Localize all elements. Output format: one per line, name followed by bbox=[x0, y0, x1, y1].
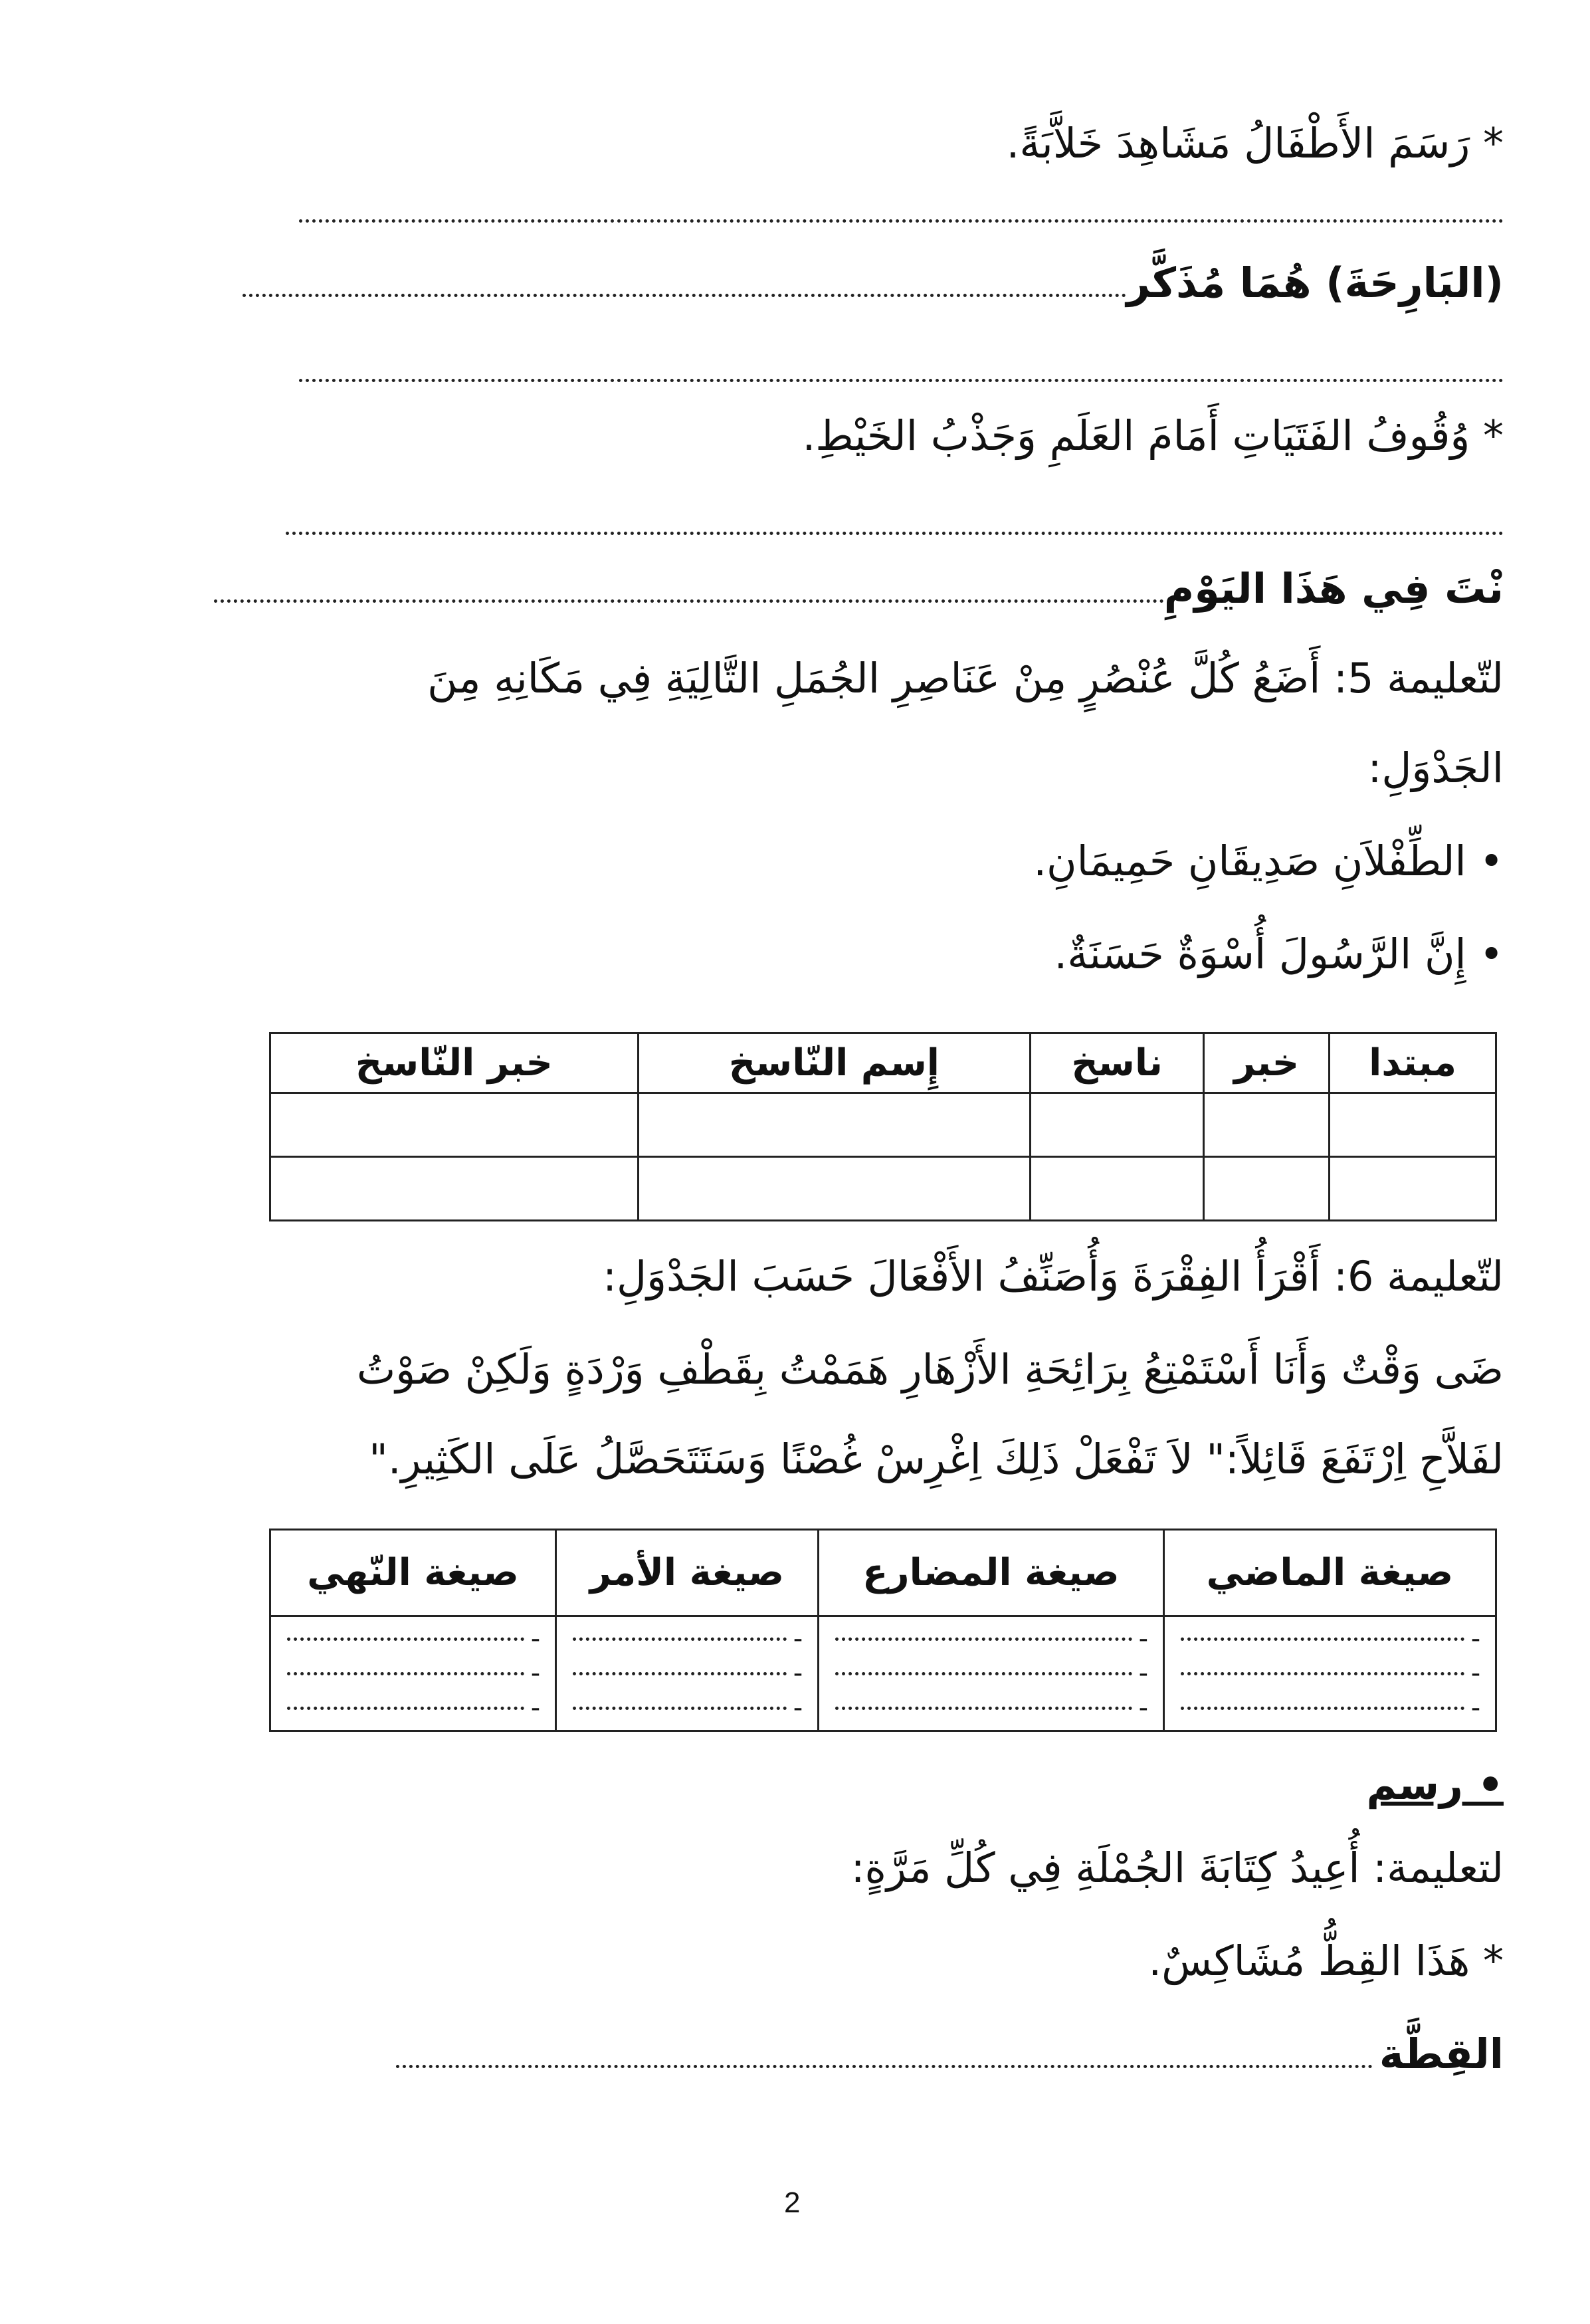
header-present: صيغة المضارع bbox=[818, 1530, 1163, 1616]
table-header-row bbox=[270, 1530, 1496, 1616]
header-imperative: صيغة الأمر bbox=[555, 1530, 818, 1616]
sentence-yesterday-text: (البَارِحَةَ) هُمَا مُذَكَّر bbox=[1126, 259, 1504, 307]
instruction-6: لتّعليمة 6: أَقْرَأُ الفِقْرَةَ وَأُصَنِّفُ الأَفْعَالَ حَسَبَ الجَدْوَلِ: bbox=[603, 1252, 1504, 1301]
answer-cell-past[interactable]: - - - bbox=[1163, 1616, 1496, 1731]
page-number: 2 bbox=[784, 2186, 801, 2219]
sentence-girls-standing: * وُقُوفُ الفَتَيَاتِ أَمَامَ العَلَمِ وَجَذْبُ الخَيْطِ. bbox=[802, 411, 1504, 460]
table-cell[interactable] bbox=[270, 1157, 639, 1221]
header-prohibition: صيغة النّهي bbox=[270, 1530, 556, 1616]
header-abrogator: ناسخ bbox=[1031, 1033, 1204, 1093]
header-past: صيغة الماضي bbox=[1163, 1530, 1496, 1616]
answer-cell-imperative[interactable]: - - - bbox=[555, 1616, 818, 1731]
table-cell[interactable] bbox=[1031, 1093, 1204, 1157]
table-cell[interactable] bbox=[638, 1093, 1030, 1157]
sentence-female-cat bbox=[396, 2030, 1504, 2077]
instruction-rewrite: لتعليمة: أُعِيدُ كِتَابَةَ الجُمْلَةِ فِي كُلِّ مَرَّةٍ: bbox=[850, 1844, 1504, 1892]
table-row bbox=[270, 1157, 1496, 1221]
table-cell[interactable] bbox=[1330, 1157, 1496, 1221]
answer-line[interactable] bbox=[299, 379, 1504, 382]
table-row bbox=[270, 1616, 1496, 1731]
table-cell[interactable] bbox=[638, 1157, 1030, 1221]
answer-line[interactable] bbox=[286, 532, 1504, 535]
grammar-elements-table bbox=[269, 1032, 1497, 1221]
header-predicate: خبر bbox=[1204, 1033, 1330, 1093]
answer-line[interactable] bbox=[299, 219, 1504, 223]
answer-line[interactable] bbox=[214, 599, 1164, 603]
instruction-5-line1: لتّعليمة 5: أَضَعُ كُلَّ عُنْصُرٍ مِنْ عَنَاصِرِ الجُمَلِ التَّالِيَةِ فِي مَكَانِهِ مِنَ bbox=[427, 654, 1504, 702]
sentence-two-children: • الطِّفْلاَنِ صَدِيقَانِ حَمِيمَانِ. bbox=[1033, 837, 1504, 885]
sentence-prophet: • إِنَّ الرَّسُولَ أُسْوَةٌ حَسَنَةٌ. bbox=[1054, 930, 1504, 978]
sentence-cat: * هَذَا القِطُّ مُشَاكِسٌ. bbox=[1148, 1937, 1504, 1985]
section-drawing: • رسم bbox=[1366, 1760, 1504, 1809]
sentence-yesterday bbox=[243, 259, 1504, 306]
header-subject: مبتدا bbox=[1330, 1033, 1496, 1093]
table-cell[interactable] bbox=[1204, 1093, 1330, 1157]
answer-cell-prohibition[interactable]: - - - bbox=[270, 1616, 556, 1731]
answer-cell-present[interactable]: - - - bbox=[818, 1616, 1163, 1731]
answer-line[interactable] bbox=[396, 2065, 1373, 2068]
sentence-children-drew: * رَسَمَ الأَطْفَالُ مَشَاهِدَ خَلاَّبَةً. bbox=[1006, 119, 1504, 167]
answer-line[interactable] bbox=[243, 294, 1126, 297]
table-cell[interactable] bbox=[1330, 1093, 1496, 1157]
table-row bbox=[270, 1093, 1496, 1157]
sentence-today-text: نْتَ فِي هَذَا اليَوْمِ bbox=[1163, 564, 1504, 613]
table-cell[interactable] bbox=[1204, 1157, 1330, 1221]
header-abrogator-noun: إِسم النّاسخ bbox=[638, 1033, 1030, 1093]
table-header-row bbox=[270, 1033, 1496, 1093]
sentence-female-cat-label: القِطَّة bbox=[1379, 2030, 1504, 2078]
paragraph-line-2: لفَلاَّحِ اِرْتَفَعَ قَائِلاً:" لاَ تَفْعَلْ ذَلِكَ اِغْرِسْ غُصْنًا وَسَتَتَحَصَّلُ عَلَى الكَثِيرِ." bbox=[369, 1435, 1504, 1483]
instruction-5-line2: الجَدْوَلِ: bbox=[1367, 744, 1504, 792]
table-cell[interactable] bbox=[270, 1093, 639, 1157]
table-cell[interactable] bbox=[1031, 1157, 1204, 1221]
sentence-today bbox=[214, 565, 1504, 612]
verb-forms-table bbox=[269, 1529, 1497, 1732]
paragraph-line-1: ضَى وَقْتٌ وَأَنَا أَسْتَمْتِعُ بِرَائِحَةِ الأَزْهَارِ هَمَمْتُ بِقَطْفِ وَرْدَةٍ وَلَكِنْ صَوْتُ bbox=[356, 1345, 1504, 1394]
header-abrogator-predicate: خبر النّاسخ bbox=[270, 1033, 639, 1093]
